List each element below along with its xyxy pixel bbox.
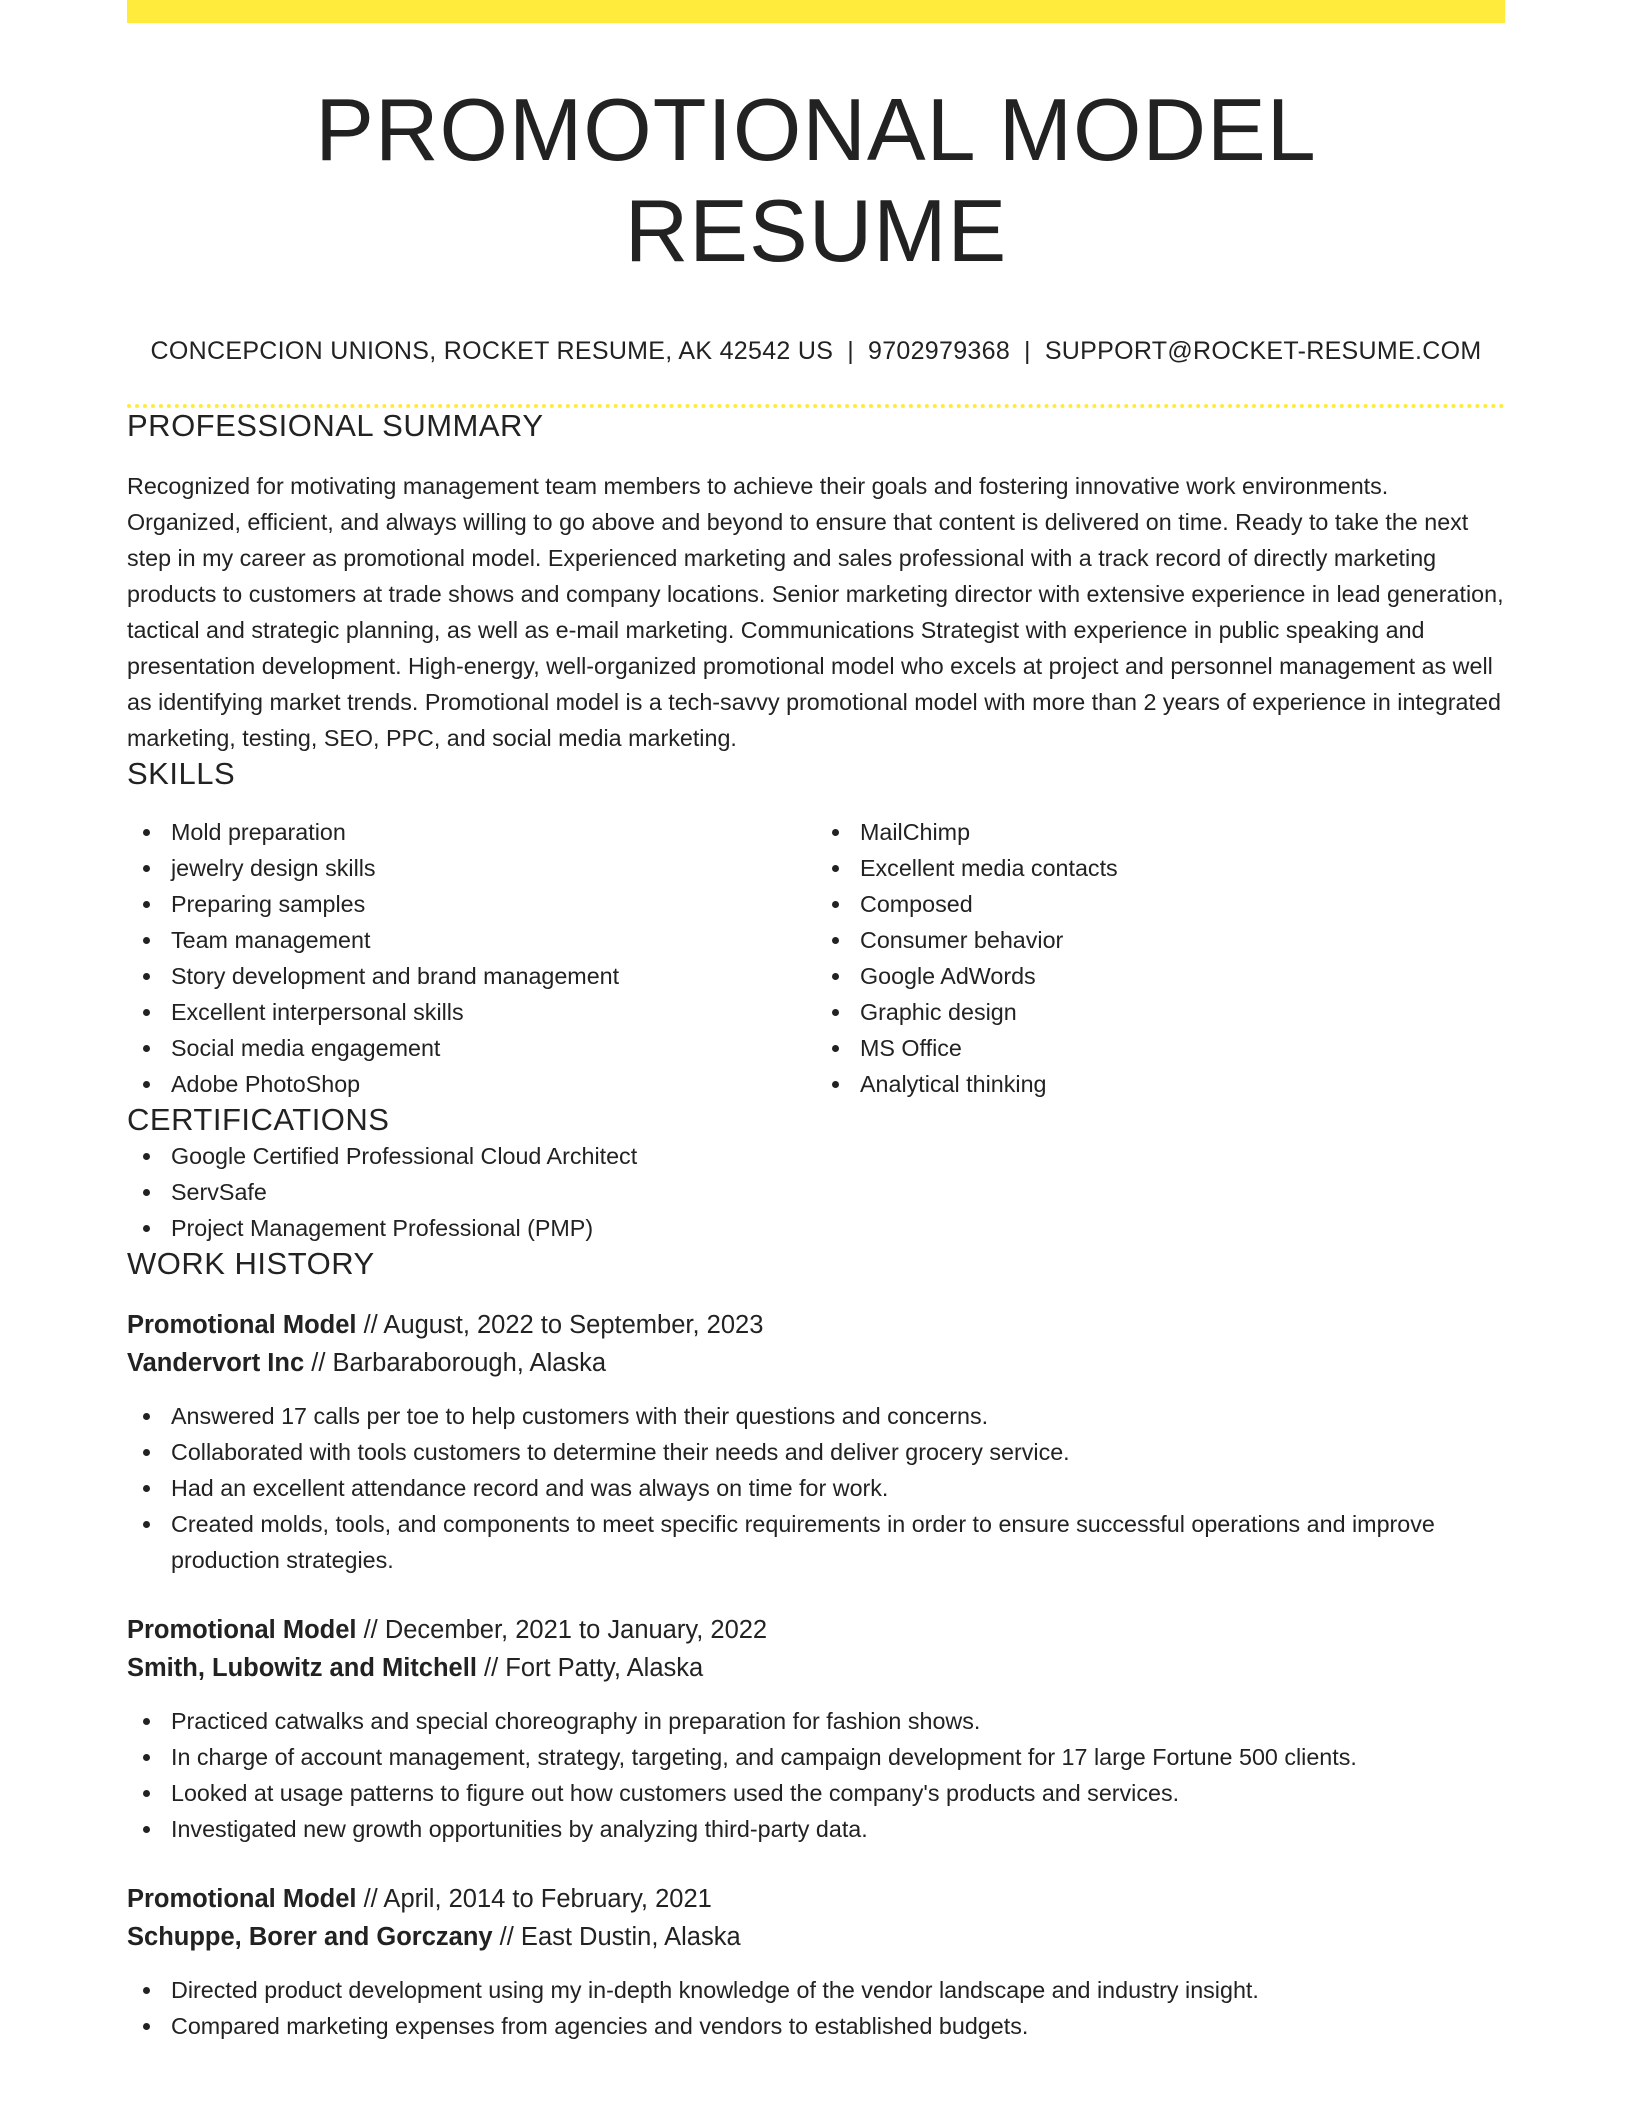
list-item: Team management xyxy=(127,922,816,958)
job-entry xyxy=(127,1306,1505,1578)
summary-heading: PROFESSIONAL SUMMARY xyxy=(127,408,544,444)
list-item: Graphic design xyxy=(816,994,1505,1030)
list-item: Directed product development using my in-depth knowledge of the vendor landscape and industry insight. xyxy=(127,1972,1505,2008)
job-location: // Barbaraborough, Alaska xyxy=(304,1349,607,1378)
contact-address: CONCEPCION UNIONS, ROCKET RESUME, AK 42542 US xyxy=(150,337,834,366)
skills-heading: SKILLS xyxy=(127,756,236,792)
list-item: Created molds, tools, and components to meet specific requirements in order to ensure successful operations and improve production strategies. xyxy=(127,1506,1505,1578)
summary-text: Recognized for motivating management team members to achieve their goals and fostering innovative work environments. Organized, efficient, and always willing to go above and beyond to ensure that content is delivered on time. Ready to take the next step in my career as promotional model. Experienced marketing and sales professional with a track record of directly marketing products to customers at trade shows and company locations. Senior marketing director with extensive experience in lead generation, tactical and strategic planning, as well as e-mail marketing. Communications Strategist with experience in public speaking and presentation development. High-energy, well-organized promotional model who excels at project and personnel management as well as identifying market trends. Promotional model is a tech-savvy promotional model with more than 2 years of experience in integrated marketing, testing, SEO, PPC, and social media marketing. xyxy=(127,473,1504,752)
job-dates: // April, 2014 to February, 2021 xyxy=(356,1885,712,1914)
list-item: Adobe PhotoShop xyxy=(127,1066,816,1102)
job-title: Promotional Model xyxy=(127,1885,357,1914)
job-company: Vandervort Inc xyxy=(127,1349,305,1378)
job-dates: // August, 2022 to September, 2023 xyxy=(356,1311,764,1340)
list-item: jewelry design skills xyxy=(127,850,816,886)
job-title: Promotional Model xyxy=(127,1616,357,1645)
job-bullets xyxy=(127,1972,1505,2044)
work-history-list xyxy=(127,1306,1505,2044)
job-location: // Fort Patty, Alaska xyxy=(476,1654,704,1683)
list-item: MailChimp xyxy=(816,814,1505,850)
job-bullets xyxy=(127,1398,1505,1578)
list-item: Google Certified Professional Cloud Architect xyxy=(127,1138,1505,1174)
list-item: Practiced catwalks and special choreography in preparation for fashion shows. xyxy=(127,1703,1505,1739)
job-title-line xyxy=(127,1880,1505,1918)
list-item: Google AdWords xyxy=(816,958,1505,994)
top-accent-bar xyxy=(127,0,1505,23)
job-bullets xyxy=(127,1703,1505,1847)
job-entry xyxy=(127,1611,1505,1847)
resume-content xyxy=(127,23,1505,2044)
work-history-heading: WORK HISTORY xyxy=(127,1246,375,1282)
list-item: Analytical thinking xyxy=(816,1066,1505,1102)
skills-grid xyxy=(127,814,1505,1102)
list-item: Story development and brand management xyxy=(127,958,816,994)
list-item: Compared marketing expenses from agencies and vendors to established budgets. xyxy=(127,2008,1505,2044)
job-company-line xyxy=(127,1649,1505,1687)
contact-line xyxy=(127,337,1505,366)
list-item: ServSafe xyxy=(127,1174,1505,1210)
list-item: Consumer behavior xyxy=(816,922,1505,958)
list-item: Project Management Professional (PMP) xyxy=(127,1210,1505,1246)
job-company: Schuppe, Borer and Gorczany xyxy=(127,1923,493,1952)
list-item: Collaborated with tools customers to determine their needs and deliver grocery service. xyxy=(127,1434,1505,1470)
skills-right-list xyxy=(816,814,1505,1102)
list-item: Excellent media contacts xyxy=(816,850,1505,886)
job-title-line xyxy=(127,1306,1505,1344)
contact-separator: | xyxy=(1024,337,1031,366)
list-item: Preparing samples xyxy=(127,886,816,922)
list-item: In charge of account management, strategy, targeting, and campaign development for 17 large Fortune 500 clients. xyxy=(127,1739,1505,1775)
job-company: Smith, Lubowitz and Mitchell xyxy=(127,1654,477,1683)
certifications-list xyxy=(127,1138,1505,1246)
list-item: Answered 17 calls per toe to help customers with their questions and concerns. xyxy=(127,1398,1505,1434)
list-item: Social media engagement xyxy=(127,1030,816,1066)
list-item: Excellent interpersonal skills xyxy=(127,994,816,1030)
resume-title: PROMOTIONAL MODEL RESUME xyxy=(315,80,1317,281)
list-item: Mold preparation xyxy=(127,814,816,850)
contact-email: SUPPORT@ROCKET-RESUME.COM xyxy=(1044,337,1482,366)
job-title-line xyxy=(127,1611,1505,1649)
job-location: // East Dustin, Alaska xyxy=(492,1923,741,1952)
job-company-line xyxy=(127,1344,1505,1382)
job-title: Promotional Model xyxy=(127,1311,357,1340)
list-item: MS Office xyxy=(816,1030,1505,1066)
contact-phone: 9702979368 xyxy=(867,337,1011,366)
list-item: Investigated new growth opportunities by analyzing third-party data. xyxy=(127,1811,1505,1847)
job-entry xyxy=(127,1880,1505,2044)
list-item: Looked at usage patterns to figure out how customers used the company's products and services. xyxy=(127,1775,1505,1811)
contact-separator: | xyxy=(847,337,854,366)
job-company-line xyxy=(127,1918,1505,1956)
skills-left-list xyxy=(127,814,816,1102)
certifications-heading: CERTIFICATIONS xyxy=(127,1102,390,1138)
job-dates: // December, 2021 to January, 2022 xyxy=(356,1616,768,1645)
list-item: Composed xyxy=(816,886,1505,922)
list-item: Had an excellent attendance record and was always on time for work. xyxy=(127,1470,1505,1506)
